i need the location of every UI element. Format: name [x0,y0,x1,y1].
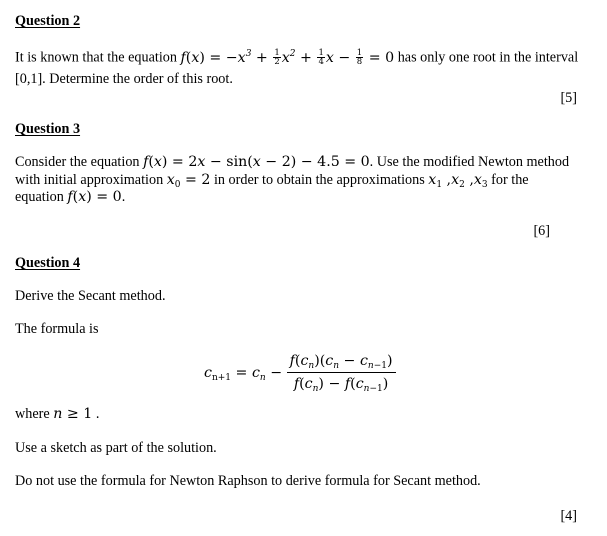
question-3-heading: Question 3 [15,121,81,137]
question-4-sketch-instruction: Use a sketch as part of the solution. [15,440,217,456]
q2-equation: $f(x) = -x^3$ + $\frac{1}{2}$ $x^2$ + $\frac{1}{4}$ x − $\frac{1}{8}$ = 0 [180,48,395,67]
q3-equation-ref: f(x) = 0 [67,189,122,205]
q3-initial-approx: $x_0 = 2$ [166,172,211,190]
question-3-text-line1: Consider the equation f(x) = 2x − sin(x − 2) − 4.5 = 0. Use the modified Newton method [15,154,570,170]
question-4-formula-intro: The formula is [15,321,99,337]
question-4-derive-text: Derive the Secant method. [15,288,166,304]
question-2-text-line2: [0,1]. Determine the order of this root. [15,71,233,87]
question-2-marks: [5] [560,90,577,106]
question-4-marks: [4] [560,508,577,524]
question-3-marks: [6] [533,223,550,239]
question-4-where-condition: where n ≥ 1 . [15,406,100,422]
question-2-text-line1: It is known that the equation $f(x) = -x^3$ + $\frac{1}{2}$ $x^2$ + $\frac{1}{4}$ x − $\frac{1}{8}$ = 0 has only one root in the interval [15,48,579,67]
question-3-text-line3: equation f(x) = 0. [15,189,126,205]
question-4-heading: Question 4 [15,255,81,271]
question-2-heading: Question 2 [15,13,81,29]
q3-equation: f(x) = 2x − sin(x − 2) − 4.5 = 0 [143,154,370,170]
n-condition: n ≥ 1 [53,406,93,422]
question-3-text-line2: with initial approximation $x_0 = 2$ in order to obtain the approximations $x_1$ $,x_2$ $,x_3$ for the [15,172,529,190]
question-4-note: Do not use the formula for Newton Raphson to derive formula for Secant method. [15,473,481,489]
secant-formula: $c_{n+1} = c_n$ − $\frac{f(c_n)(c_n - c_{n-1})}{f(c_n) - f(c_{n-1})}$ [204,352,396,393]
q3-approximations: $x_1$ $,x_2$ $,x_3$ [428,172,488,190]
